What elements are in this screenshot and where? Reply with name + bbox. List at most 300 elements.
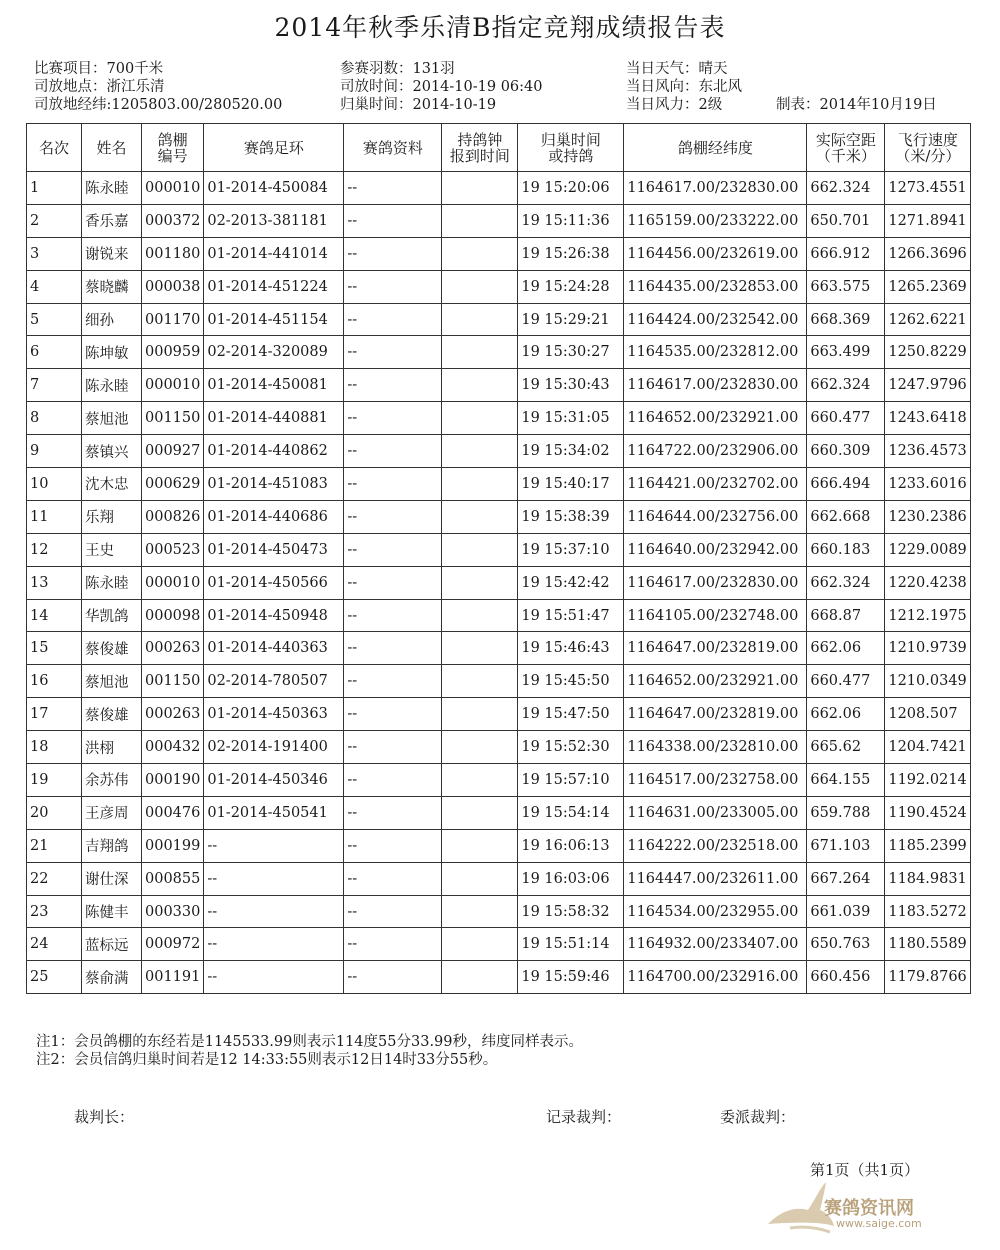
- table-row: [27, 204, 971, 237]
- cell-name: 陈坤敏: [82, 336, 142, 369]
- cell-loft-id: 000972: [142, 928, 204, 961]
- table-row: [27, 533, 971, 566]
- cell-arrival-time: 19 15:59:46: [518, 961, 624, 994]
- cell-speed: 1236.4573: [885, 435, 971, 468]
- cell-loft-coords: 1164517.00/232758.00: [624, 764, 807, 797]
- table-row: [27, 468, 971, 501]
- cell-distance: 650.763: [807, 928, 885, 961]
- cell-loft-id: 000476: [142, 796, 204, 829]
- cell-loft-id: 000826: [142, 500, 204, 533]
- cell-distance: 663.575: [807, 270, 885, 303]
- table-row: [27, 961, 971, 994]
- cell-speed: 1208.507: [885, 698, 971, 731]
- cell-rank: 14: [27, 599, 82, 632]
- info-wind-force: 当日风力：2级: [626, 97, 723, 113]
- cell-rank: 21: [27, 829, 82, 862]
- cell-clock-time: [442, 698, 518, 731]
- cell-ring: 01-2014-440686: [204, 500, 344, 533]
- cell-pigeon-info: --: [344, 369, 442, 402]
- cell-arrival-time: 19 15:46:43: [518, 632, 624, 665]
- cell-pigeon-info: --: [344, 796, 442, 829]
- note-2: 注2：会员信鸽归巢时间若是12 14:33:55则表示12日14时33分55秒。: [36, 1052, 498, 1068]
- cell-ring: --: [204, 862, 344, 895]
- cell-clock-time: [442, 566, 518, 599]
- cell-rank: 10: [27, 468, 82, 501]
- cell-rank: 24: [27, 928, 82, 961]
- cell-pigeon-info: --: [344, 402, 442, 435]
- table-row: [27, 599, 971, 632]
- cell-name: 蔡俊雄: [82, 632, 142, 665]
- cell-loft-id: 000372: [142, 204, 204, 237]
- table-row: [27, 303, 971, 336]
- cell-clock-time: [442, 796, 518, 829]
- cell-speed: 1210.9739: [885, 632, 971, 665]
- cell-distance: 662.324: [807, 369, 885, 402]
- cell-arrival-time: 19 15:45:50: [518, 665, 624, 698]
- cell-ring: 01-2014-451083: [204, 468, 344, 501]
- cell-name: 香乐嘉: [82, 204, 142, 237]
- header-loft-coords: 鸽棚经纬度: [624, 124, 807, 172]
- cell-clock-time: [442, 303, 518, 336]
- table-body: [27, 172, 971, 994]
- cell-name: 余苏伟: [82, 764, 142, 797]
- cell-name: 王史: [82, 533, 142, 566]
- cell-loft-id: 000263: [142, 698, 204, 731]
- cell-speed: 1230.2386: [885, 500, 971, 533]
- cell-ring: 01-2014-451224: [204, 270, 344, 303]
- cell-speed: 1210.0349: [885, 665, 971, 698]
- cell-loft-coords: 1164652.00/232921.00: [624, 402, 807, 435]
- cell-clock-time: [442, 500, 518, 533]
- cell-clock-time: [442, 764, 518, 797]
- cell-loft-id: 000263: [142, 632, 204, 665]
- header-loft-id: 鸽棚 编号: [142, 124, 204, 172]
- cell-arrival-time: 19 15:54:14: [518, 796, 624, 829]
- table-row: [27, 764, 971, 797]
- cell-loft-coords: 1165159.00/233222.00: [624, 204, 807, 237]
- cell-name: 吉翔鸽: [82, 829, 142, 862]
- cell-clock-time: [442, 632, 518, 665]
- cell-arrival-time: 19 16:06:13: [518, 829, 624, 862]
- cell-loft-coords: 1164534.00/232955.00: [624, 895, 807, 928]
- cell-speed: 1192.0214: [885, 764, 971, 797]
- cell-rank: 17: [27, 698, 82, 731]
- cell-name: 洪栩: [82, 731, 142, 764]
- cell-distance: 663.499: [807, 336, 885, 369]
- cell-speed: 1212.1975: [885, 599, 971, 632]
- table-row: [27, 270, 971, 303]
- cell-loft-id: 000010: [142, 172, 204, 205]
- cell-loft-id: 000199: [142, 829, 204, 862]
- cell-name: 陈永睦: [82, 566, 142, 599]
- cell-speed: 1204.7421: [885, 731, 971, 764]
- cell-loft-coords: 1164424.00/232542.00: [624, 303, 807, 336]
- cell-distance: 666.494: [807, 468, 885, 501]
- cell-loft-id: 000629: [142, 468, 204, 501]
- cell-ring: 01-2014-440862: [204, 435, 344, 468]
- cell-name: 蔡俞满: [82, 961, 142, 994]
- cell-distance: 662.06: [807, 698, 885, 731]
- cell-rank: 15: [27, 632, 82, 665]
- cell-pigeon-info: --: [344, 698, 442, 731]
- cell-loft-id: 000959: [142, 336, 204, 369]
- cell-pigeon-info: --: [344, 303, 442, 336]
- cell-arrival-time: 19 16:03:06: [518, 862, 624, 895]
- cell-arrival-time: 19 15:51:47: [518, 599, 624, 632]
- cell-loft-coords: 1164456.00/232619.00: [624, 237, 807, 270]
- cell-arrival-time: 19 15:20:06: [518, 172, 624, 205]
- cell-pigeon-info: --: [344, 533, 442, 566]
- cell-rank: 6: [27, 336, 82, 369]
- table-row: [27, 862, 971, 895]
- cell-rank: 25: [27, 961, 82, 994]
- cell-pigeon-info: --: [344, 632, 442, 665]
- cell-name: 蓝标远: [82, 928, 142, 961]
- cell-ring: 01-2014-450566: [204, 566, 344, 599]
- cell-distance: 671.103: [807, 829, 885, 862]
- cell-pigeon-info: --: [344, 204, 442, 237]
- cell-speed: 1266.3696: [885, 237, 971, 270]
- header-clock-time: 持鸽钟 报到时间: [442, 124, 518, 172]
- cell-rank: 13: [27, 566, 82, 599]
- table-row: [27, 731, 971, 764]
- header-speed: 飞行速度 （米/分）: [885, 124, 971, 172]
- table-row: [27, 829, 971, 862]
- cell-rank: 19: [27, 764, 82, 797]
- cell-arrival-time: 19 15:58:32: [518, 895, 624, 928]
- cell-loft-id: 001180: [142, 237, 204, 270]
- cell-name: 蔡俊雄: [82, 698, 142, 731]
- table-row: [27, 336, 971, 369]
- cell-name: 谢锐来: [82, 237, 142, 270]
- cell-arrival-time: 19 15:29:21: [518, 303, 624, 336]
- cell-distance: 659.788: [807, 796, 885, 829]
- cell-loft-id: 000010: [142, 566, 204, 599]
- cell-clock-time: [442, 599, 518, 632]
- cell-loft-coords: 1164435.00/232853.00: [624, 270, 807, 303]
- table-row: [27, 928, 971, 961]
- cell-loft-coords: 1164722.00/232906.00: [624, 435, 807, 468]
- cell-pigeon-info: --: [344, 566, 442, 599]
- cell-clock-time: [442, 336, 518, 369]
- cell-pigeon-info: --: [344, 829, 442, 862]
- cell-loft-coords: 1164700.00/232916.00: [624, 961, 807, 994]
- cell-speed: 1184.9831: [885, 862, 971, 895]
- cell-loft-coords: 1164617.00/232830.00: [624, 369, 807, 402]
- cell-pigeon-info: --: [344, 862, 442, 895]
- cell-pigeon-info: --: [344, 961, 442, 994]
- cell-speed: 1233.6016: [885, 468, 971, 501]
- cell-name: 蔡旭池: [82, 665, 142, 698]
- info-coords: 司放地经纬:1205803.00/280520.00: [34, 97, 283, 113]
- signature-recording-judge: 记录裁判：: [546, 1108, 622, 1126]
- cell-clock-time: [442, 731, 518, 764]
- info-made-date: 制表：2014年10月19日: [776, 97, 937, 113]
- table-row: [27, 698, 971, 731]
- table-row: [27, 796, 971, 829]
- cell-ring: 01-2014-440363: [204, 632, 344, 665]
- cell-rank: 16: [27, 665, 82, 698]
- cell-pigeon-info: --: [344, 500, 442, 533]
- watermark-text: 赛鸽资讯网: [824, 1198, 914, 1219]
- header-pigeon-info: 赛鸽资料: [344, 124, 442, 172]
- header-ring: 赛鸽足环: [204, 124, 344, 172]
- cell-ring: 02-2014-320089: [204, 336, 344, 369]
- cell-name: 陈永睦: [82, 172, 142, 205]
- cell-ring: 02-2014-191400: [204, 731, 344, 764]
- table-row: [27, 435, 971, 468]
- cell-ring: --: [204, 895, 344, 928]
- cell-name: 蔡旭池: [82, 402, 142, 435]
- cell-loft-coords: 1164932.00/233407.00: [624, 928, 807, 961]
- cell-pigeon-info: --: [344, 764, 442, 797]
- table-row: [27, 566, 971, 599]
- cell-clock-time: [442, 435, 518, 468]
- cell-clock-time: [442, 369, 518, 402]
- cell-arrival-time: 19 15:42:42: [518, 566, 624, 599]
- cell-distance: 660.309: [807, 435, 885, 468]
- table-row: [27, 895, 971, 928]
- cell-pigeon-info: --: [344, 665, 442, 698]
- cell-arrival-time: 19 15:30:27: [518, 336, 624, 369]
- cell-clock-time: [442, 237, 518, 270]
- cell-distance: 660.456: [807, 961, 885, 994]
- cell-loft-coords: 1164631.00/233005.00: [624, 796, 807, 829]
- cell-loft-coords: 1164222.00/232518.00: [624, 829, 807, 862]
- cell-name: 谢仕深: [82, 862, 142, 895]
- cell-distance: 667.264: [807, 862, 885, 895]
- cell-ring: 02-2014-780507: [204, 665, 344, 698]
- cell-pigeon-info: --: [344, 928, 442, 961]
- cell-name: 华凯鸽: [82, 599, 142, 632]
- cell-ring: --: [204, 829, 344, 862]
- cell-loft-coords: 1164647.00/232819.00: [624, 698, 807, 731]
- cell-loft-id: 000927: [142, 435, 204, 468]
- cell-pigeon-info: --: [344, 895, 442, 928]
- watermark-url: www.saige.com: [836, 1217, 922, 1230]
- report-title: 2014年秋季乐清B指定竞翔成绩报告表: [274, 13, 726, 42]
- cell-ring: 01-2014-450473: [204, 533, 344, 566]
- cell-clock-time: [442, 829, 518, 862]
- cell-name: 陈健丰: [82, 895, 142, 928]
- cell-arrival-time: 19 15:40:17: [518, 468, 624, 501]
- cell-ring: 01-2014-450081: [204, 369, 344, 402]
- cell-speed: 1190.4524: [885, 796, 971, 829]
- cell-rank: 9: [27, 435, 82, 468]
- cell-rank: 12: [27, 533, 82, 566]
- cell-distance: 662.324: [807, 566, 885, 599]
- info-return-time: 归巢时间：2014-10-19: [340, 97, 497, 113]
- cell-arrival-time: 19 15:51:14: [518, 928, 624, 961]
- cell-pigeon-info: --: [344, 731, 442, 764]
- cell-ring: 01-2014-450084: [204, 172, 344, 205]
- cell-name: 细孙: [82, 303, 142, 336]
- cell-arrival-time: 19 15:30:43: [518, 369, 624, 402]
- cell-pigeon-info: --: [344, 468, 442, 501]
- cell-loft-id: 000855: [142, 862, 204, 895]
- cell-distance: 650.701: [807, 204, 885, 237]
- info-wind-direction: 当日风向：东北风: [626, 79, 742, 95]
- cell-pigeon-info: --: [344, 599, 442, 632]
- cell-pigeon-info: --: [344, 172, 442, 205]
- cell-rank: 7: [27, 369, 82, 402]
- cell-arrival-time: 19 15:57:10: [518, 764, 624, 797]
- cell-speed: 1271.8941: [885, 204, 971, 237]
- cell-loft-coords: 1164617.00/232830.00: [624, 172, 807, 205]
- table-row: [27, 402, 971, 435]
- info-entries: 参赛羽数：131羽: [340, 61, 455, 77]
- signature-chief-judge: 裁判长：: [74, 1108, 135, 1126]
- cell-clock-time: [442, 895, 518, 928]
- table-row: [27, 369, 971, 402]
- cell-rank: 8: [27, 402, 82, 435]
- cell-pigeon-info: --: [344, 435, 442, 468]
- info-event: 比赛项目：700千米: [34, 61, 164, 77]
- cell-rank: 11: [27, 500, 82, 533]
- cell-speed: 1247.9796: [885, 369, 971, 402]
- cell-ring: 01-2014-440881: [204, 402, 344, 435]
- cell-ring: 01-2014-451154: [204, 303, 344, 336]
- cell-loft-coords: 1164652.00/232921.00: [624, 665, 807, 698]
- cell-loft-id: 000330: [142, 895, 204, 928]
- cell-loft-id: 000190: [142, 764, 204, 797]
- cell-ring: 01-2014-450363: [204, 698, 344, 731]
- cell-clock-time: [442, 172, 518, 205]
- cell-distance: 665.62: [807, 731, 885, 764]
- cell-loft-id: 000038: [142, 270, 204, 303]
- cell-speed: 1265.2369: [885, 270, 971, 303]
- cell-speed: 1250.8229: [885, 336, 971, 369]
- cell-distance: 660.183: [807, 533, 885, 566]
- cell-loft-id: 001150: [142, 665, 204, 698]
- cell-arrival-time: 19 15:47:50: [518, 698, 624, 731]
- cell-rank: 5: [27, 303, 82, 336]
- cell-speed: 1183.5272: [885, 895, 971, 928]
- cell-rank: 20: [27, 796, 82, 829]
- table-row: [27, 665, 971, 698]
- cell-loft-id: 000098: [142, 599, 204, 632]
- cell-arrival-time: 19 15:24:28: [518, 270, 624, 303]
- cell-arrival-time: 19 15:26:38: [518, 237, 624, 270]
- cell-name: 王彦周: [82, 796, 142, 829]
- cell-arrival-time: 19 15:31:05: [518, 402, 624, 435]
- cell-loft-id: 000010: [142, 369, 204, 402]
- cell-name: 蔡晓麟: [82, 270, 142, 303]
- cell-distance: 666.912: [807, 237, 885, 270]
- cell-ring: --: [204, 961, 344, 994]
- header-arrival-time: 归巢时间 或持鸽: [518, 124, 624, 172]
- cell-loft-coords: 1164535.00/232812.00: [624, 336, 807, 369]
- cell-loft-id: 001170: [142, 303, 204, 336]
- cell-loft-coords: 1164617.00/232830.00: [624, 566, 807, 599]
- cell-arrival-time: 19 15:34:02: [518, 435, 624, 468]
- cell-loft-id: 001191: [142, 961, 204, 994]
- cell-speed: 1179.8766: [885, 961, 971, 994]
- cell-rank: 1: [27, 172, 82, 205]
- table-row: [27, 172, 971, 205]
- cell-rank: 2: [27, 204, 82, 237]
- cell-clock-time: [442, 468, 518, 501]
- page-number: 第1页（共1页）: [810, 1161, 920, 1179]
- cell-ring: 01-2014-450346: [204, 764, 344, 797]
- info-location: 司放地点：浙江乐清: [34, 79, 165, 95]
- cell-speed: 1273.4551: [885, 172, 971, 205]
- cell-speed: 1220.4238: [885, 566, 971, 599]
- cell-arrival-time: 19 15:38:39: [518, 500, 624, 533]
- cell-ring: --: [204, 928, 344, 961]
- cell-ring: 01-2014-450541: [204, 796, 344, 829]
- cell-loft-coords: 1164105.00/232748.00: [624, 599, 807, 632]
- cell-pigeon-info: --: [344, 270, 442, 303]
- cell-ring: 01-2014-441014: [204, 237, 344, 270]
- cell-distance: 664.155: [807, 764, 885, 797]
- cell-distance: 660.477: [807, 665, 885, 698]
- cell-loft-coords: 1164421.00/232702.00: [624, 468, 807, 501]
- cell-clock-time: [442, 961, 518, 994]
- cell-speed: 1180.5589: [885, 928, 971, 961]
- cell-loft-coords: 1164644.00/232756.00: [624, 500, 807, 533]
- cell-arrival-time: 19 15:37:10: [518, 533, 624, 566]
- cell-distance: 661.039: [807, 895, 885, 928]
- cell-loft-coords: 1164338.00/232810.00: [624, 731, 807, 764]
- cell-distance: 662.668: [807, 500, 885, 533]
- cell-clock-time: [442, 928, 518, 961]
- cell-name: 蔡镇兴: [82, 435, 142, 468]
- cell-clock-time: [442, 270, 518, 303]
- table-header-row: [27, 124, 971, 172]
- cell-arrival-time: 19 15:11:36: [518, 204, 624, 237]
- cell-name: 陈永睦: [82, 369, 142, 402]
- cell-loft-coords: 1164447.00/232611.00: [624, 862, 807, 895]
- cell-distance: 668.87: [807, 599, 885, 632]
- cell-speed: 1229.0089: [885, 533, 971, 566]
- cell-pigeon-info: --: [344, 237, 442, 270]
- cell-rank: 4: [27, 270, 82, 303]
- cell-speed: 1262.6221: [885, 303, 971, 336]
- table-row: [27, 237, 971, 270]
- info-weather: 当日天气：晴天: [626, 61, 728, 77]
- header-rank: 名次: [27, 124, 82, 172]
- table-row: [27, 632, 971, 665]
- cell-loft-id: 000432: [142, 731, 204, 764]
- cell-clock-time: [442, 533, 518, 566]
- cell-distance: 668.369: [807, 303, 885, 336]
- cell-name: 乐翔: [82, 500, 142, 533]
- cell-name: 沈木忠: [82, 468, 142, 501]
- cell-pigeon-info: --: [344, 336, 442, 369]
- cell-clock-time: [442, 402, 518, 435]
- header-distance: 实际空距 （千米）: [807, 124, 885, 172]
- cell-rank: 22: [27, 862, 82, 895]
- cell-rank: 3: [27, 237, 82, 270]
- cell-loft-coords: 1164640.00/232942.00: [624, 533, 807, 566]
- table-row: [27, 500, 971, 533]
- cell-rank: 23: [27, 895, 82, 928]
- cell-loft-id: 000523: [142, 533, 204, 566]
- signature-appointed-judge: 委派裁判：: [720, 1108, 796, 1126]
- cell-ring: 01-2014-450948: [204, 599, 344, 632]
- cell-rank: 18: [27, 731, 82, 764]
- cell-distance: 662.06: [807, 632, 885, 665]
- cell-clock-time: [442, 862, 518, 895]
- cell-distance: 660.477: [807, 402, 885, 435]
- cell-loft-id: 001150: [142, 402, 204, 435]
- note-1: 注1：会员鸽棚的东经若是1145533.99则表示114度55分33.99秒，纬度同样表示。: [36, 1034, 583, 1050]
- header-name: 姓名: [82, 124, 142, 172]
- cell-speed: 1185.2399: [885, 829, 971, 862]
- cell-speed: 1243.6418: [885, 402, 971, 435]
- cell-arrival-time: 19 15:52:30: [518, 731, 624, 764]
